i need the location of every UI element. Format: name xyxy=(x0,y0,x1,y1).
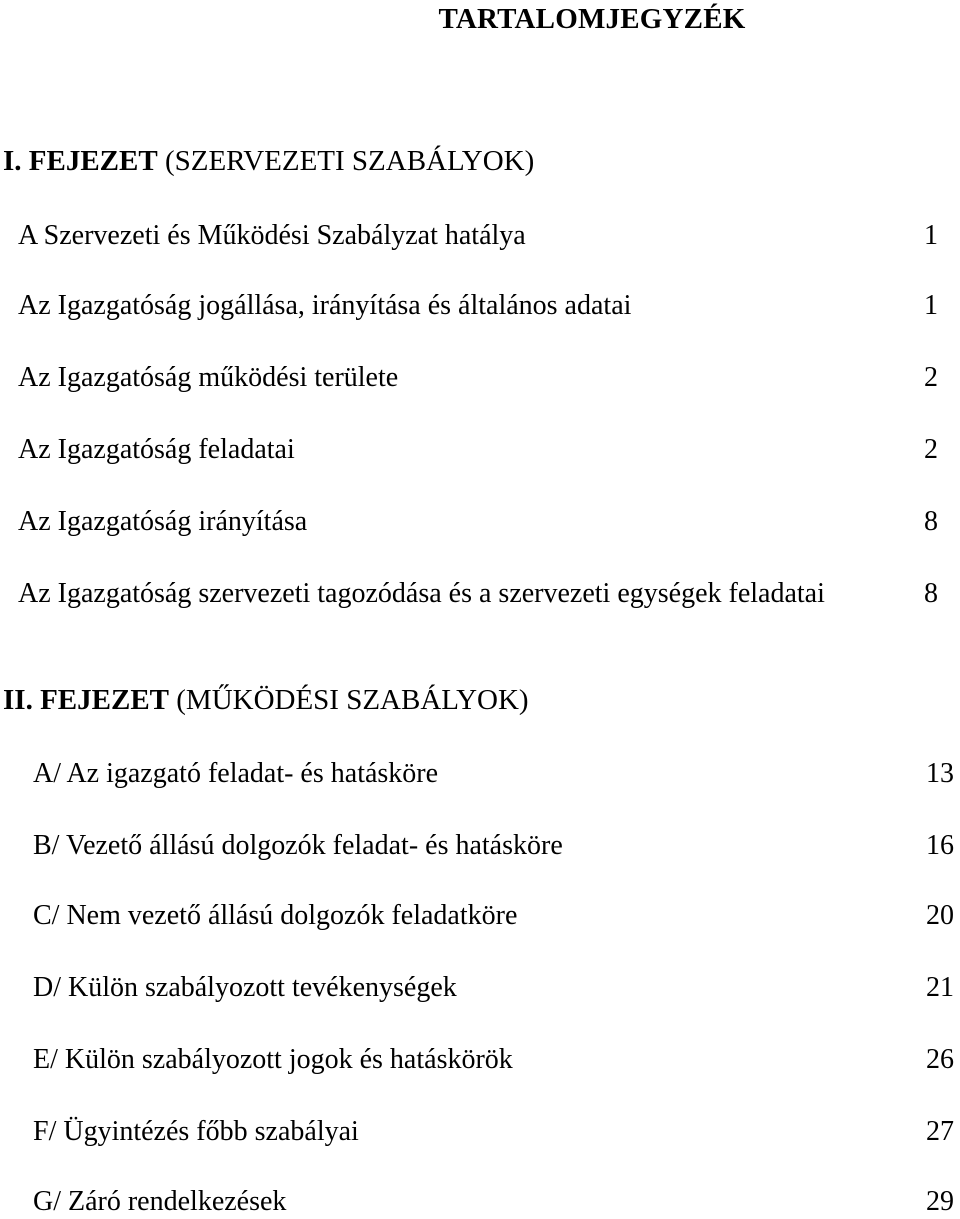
toc-entry-text: C/ Nem vezető állású dolgozók feladatköre xyxy=(33,900,518,931)
toc-entry-text: B/ Vezető állású dolgozók feladat- és hatásköre xyxy=(33,830,563,861)
toc-entry-page: 29 xyxy=(926,1186,954,1217)
toc-entry-text: Az Igazgatóság feladatai xyxy=(18,434,295,465)
toc-entry-page: 1 xyxy=(924,220,938,251)
toc-entry-page: 27 xyxy=(926,1116,954,1147)
chapter-1-heading xyxy=(3,144,534,178)
chapter-2-subtitle: (MŰKÖDÉSI SZABÁLYOK) xyxy=(176,684,529,716)
toc-entry-text: Az Igazgatóság irányítása xyxy=(18,506,308,537)
chapter-2-heading xyxy=(3,683,529,717)
toc-entry-text: G/ Záró rendelkezések xyxy=(33,1186,287,1217)
chapter-1-subtitle: (SZERVEZETI SZABÁLYOK) xyxy=(164,145,535,177)
toc-entry-text: Az Igazgatóság szervezeti tagozódása és a szervezeti egységek feladatai xyxy=(18,578,825,609)
chapter-1-label: I. FEJEZET xyxy=(3,145,158,177)
toc-entry-text: E/ Külön szabályozott jogok és hatáskörök xyxy=(33,1044,513,1075)
toc-entry-text: Az Igazgatóság működési területe xyxy=(18,362,399,393)
toc-entry-text: D/ Külön szabályozott tevékenységek xyxy=(33,972,457,1003)
page-title: TARTALOMJEGYZÉK xyxy=(438,3,746,35)
toc-entry-text: Az Igazgatóság jogállása, irányítása és általános adatai xyxy=(18,290,632,321)
toc-entry-text: A Szervezeti és Működési Szabályzat hatálya xyxy=(18,220,526,251)
chapter-2-label: II. FEJEZET xyxy=(3,684,169,716)
toc-entry-text: F/ Ügyintézés főbb szabályai xyxy=(33,1116,359,1147)
toc-entry-page: 26 xyxy=(926,1044,954,1075)
toc-entry-page: 13 xyxy=(926,758,954,789)
toc-entry-page: 16 xyxy=(926,830,954,861)
toc-entry-page: 2 xyxy=(924,362,938,393)
toc-entry-page: 8 xyxy=(924,506,938,537)
toc-entry-page: 20 xyxy=(926,900,954,931)
toc-entry-page: 2 xyxy=(924,434,938,465)
toc-entry-text: A/ Az igazgató feladat- és hatásköre xyxy=(33,758,439,789)
toc-entry-page: 8 xyxy=(924,578,938,609)
toc-entry-page: 21 xyxy=(926,972,954,1003)
toc-entry-page: 1 xyxy=(924,290,938,321)
